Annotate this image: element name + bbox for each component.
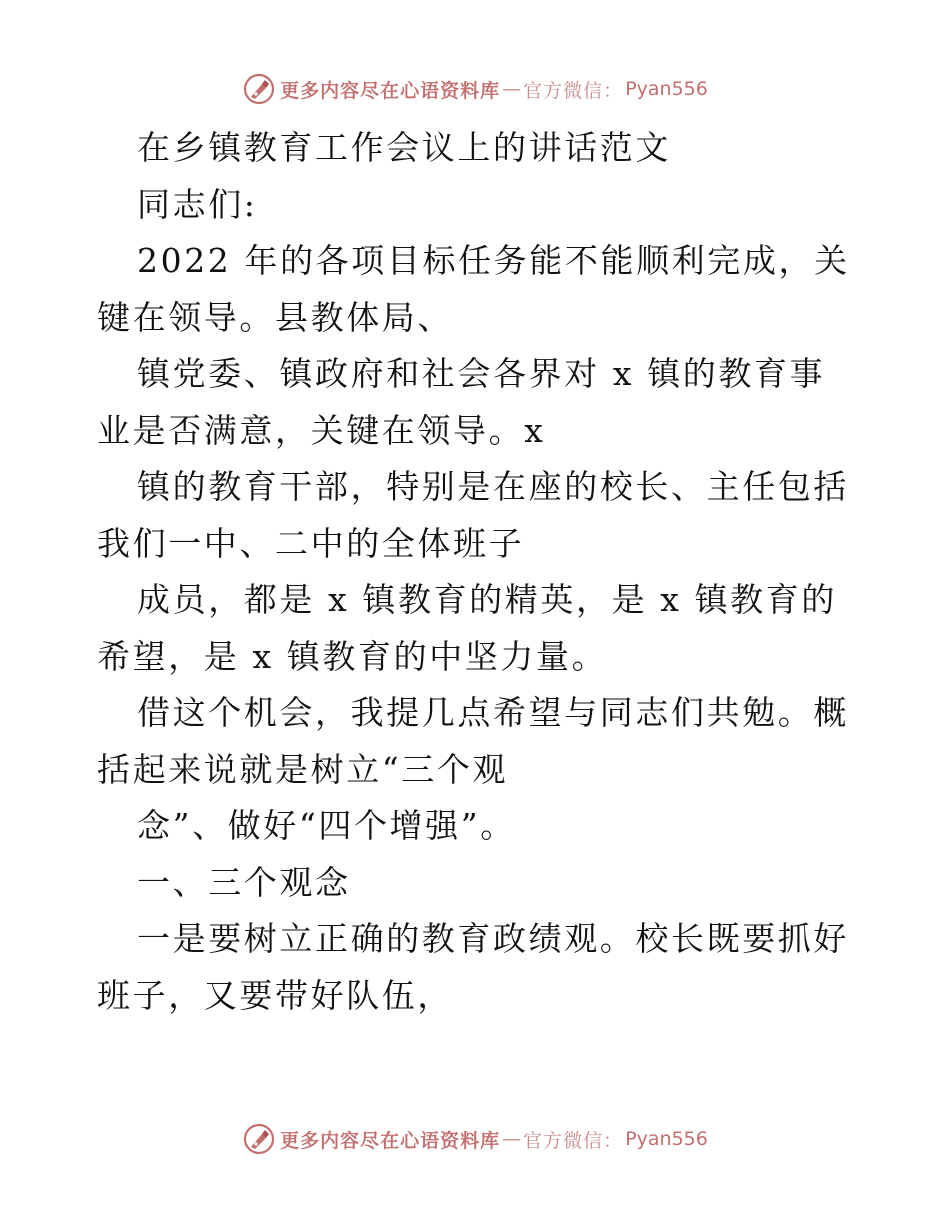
- wechat-account: Pyan556: [625, 1128, 708, 1150]
- wechat-label: 官方微信：: [523, 1129, 624, 1152]
- wechat-account: Pyan556: [625, 78, 708, 100]
- greeting: 同志们:: [137, 184, 258, 224]
- footer-watermark-banner: [0, 1122, 950, 1156]
- wechat-label: 官方微信：: [523, 79, 624, 102]
- paragraph: 成员，都是 x 镇教育的精英，是 x 镇教育的希望，是 x 镇教育的中坚力量。: [97, 580, 837, 676]
- document-body: [97, 120, 857, 1024]
- header-watermark-banner: [0, 72, 950, 106]
- site-name: 更多内容尽在心语资料库: [280, 79, 501, 102]
- document-title: 在乡镇教育工作会议上的讲话范文: [137, 128, 671, 167]
- paragraph: 一是要树立正确的教育政绩观。校长既要抓好班子，又要带好队伍，: [97, 919, 849, 1015]
- paragraph: 2022 年的各项目标任务能不能顺利完成，关键在领导。县教体局、: [97, 241, 850, 337]
- paragraph: 念”、做好“四个增强”。: [137, 806, 516, 845]
- section-heading: 一、三个观念: [137, 862, 351, 902]
- banner-separator: —: [502, 1128, 522, 1150]
- pen-nib-logo-icon: [242, 1122, 276, 1156]
- banner-separator: —: [502, 78, 522, 100]
- paragraph: 镇的教育干部，特别是在座的校长、主任包括我们一中、二中的全体班子: [97, 467, 849, 563]
- pen-nib-logo-icon: [242, 72, 276, 106]
- site-name: 更多内容尽在心语资料库: [280, 1129, 501, 1152]
- paragraph: 镇党委、镇政府和社会各界对 x 镇的教育事业是否满意，关键在领导。x: [97, 354, 826, 450]
- paragraph: 借这个机会，我提几点希望与同志们共勉。概括起来说就是树立“三个观: [97, 693, 849, 789]
